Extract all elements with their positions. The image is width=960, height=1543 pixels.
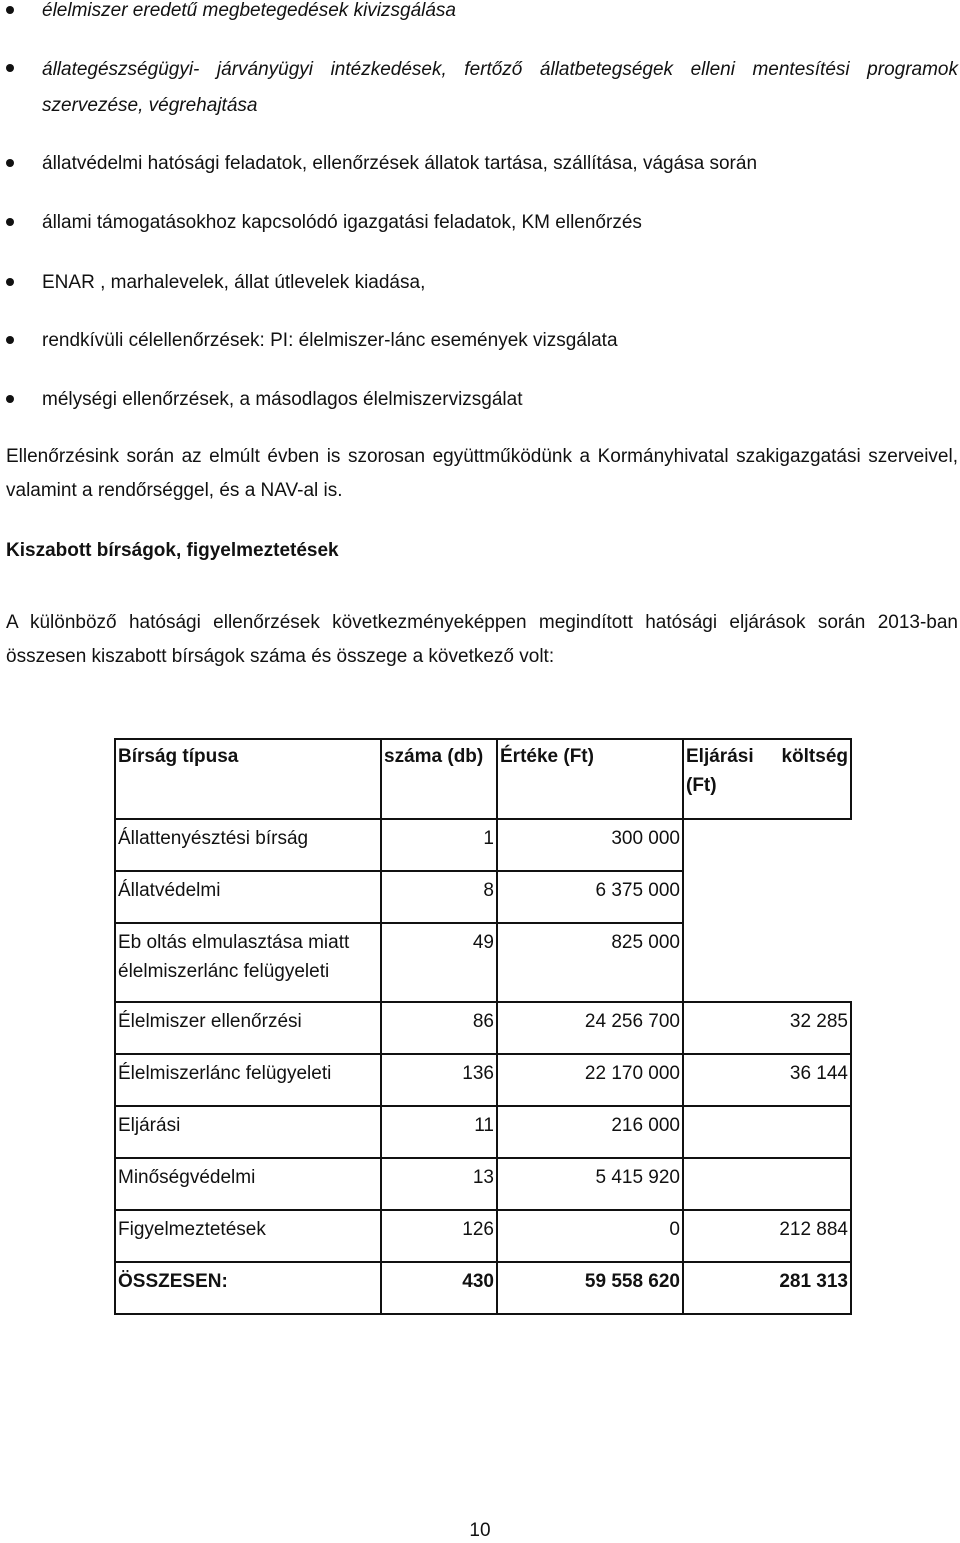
list-item: ENAR , marhalevelek, állat útlevelek kiadása, bbox=[42, 266, 958, 299]
bullet-icon bbox=[6, 64, 14, 72]
page-number: 10 bbox=[469, 1520, 491, 1541]
table-row: Eb oltás elmulasztása miatt élelmiszerlánc felügyeleti 49 825 000 bbox=[115, 923, 851, 1002]
list-item: rendkívüli célellenőrzések: PI: élelmiszer-lánc események vizsgálata bbox=[42, 324, 958, 357]
table-row: Minőségvédelmi 13 5 415 920 bbox=[115, 1158, 851, 1210]
table-row: Élelmiszerlánc felügyeleti 136 22 170 000 36 144 bbox=[115, 1054, 851, 1106]
section-heading: Kiszabott bírságok, figyelmeztetések bbox=[6, 540, 339, 561]
bullet-icon bbox=[6, 159, 14, 167]
list-item: állami támogatásokhoz kapcsolódó igazgatási feladatok, KM ellenőrzés bbox=[42, 206, 958, 239]
table-total-row: ÖSSZESEN: 430 59 558 620 281 313 bbox=[115, 1262, 851, 1314]
header-cost: Eljárási költség (Ft) bbox=[683, 739, 851, 819]
header-type: Bírság típusa bbox=[115, 739, 381, 819]
list-item: élelmiszer eredetű megbetegedések kivizsgálása bbox=[42, 0, 958, 27]
fines-table bbox=[114, 738, 852, 1315]
bullet-icon bbox=[6, 218, 14, 226]
header-value: Értéke (Ft) bbox=[497, 739, 683, 819]
table-header-row bbox=[115, 739, 851, 819]
bullet-icon bbox=[6, 278, 14, 286]
table-row: Figyelmeztetések 126 0 212 884 bbox=[115, 1210, 851, 1262]
fines-intro-paragraph: A különböző hatósági ellenőrzések következményeképpen megindított hatósági eljárások során 2013-ban összesen kiszabott bírságok száma és összege a következő volt: bbox=[6, 612, 958, 667]
table-row: Állatvédelmi 8 6 375 000 bbox=[115, 871, 851, 923]
bullet-icon bbox=[6, 6, 14, 14]
list-item: mélységi ellenőrzések, a másodlagos élelmiszervizsgálat bbox=[42, 383, 958, 416]
bullet-icon bbox=[6, 395, 14, 403]
table-row: Eljárási 11 216 000 bbox=[115, 1106, 851, 1158]
table-row: Élelmiszer ellenőrzési 86 24 256 700 32 285 bbox=[115, 1002, 851, 1054]
header-count: száma (db) bbox=[381, 739, 497, 819]
list-item: állategészségügyi- járványügyi intézkedések, fertőző állatbetegségek elleni mentesítési programok szervezése, végrehajtása bbox=[42, 52, 958, 124]
cooperation-paragraph: Ellenőrzésink során az elmúlt évben is szorosan együttműködünk a Kormányhivatal szakigazgatási szerveivel, valamint a rendőrséggel, és a NAV-al is. bbox=[6, 446, 958, 501]
bullet-icon bbox=[6, 336, 14, 344]
list-item: állatvédelmi hatósági feladatok, ellenőrzések állatok tartása, szállítása, vágása során bbox=[42, 147, 958, 180]
table-row: Állattenyésztési bírság 1 300 000 bbox=[115, 819, 851, 871]
